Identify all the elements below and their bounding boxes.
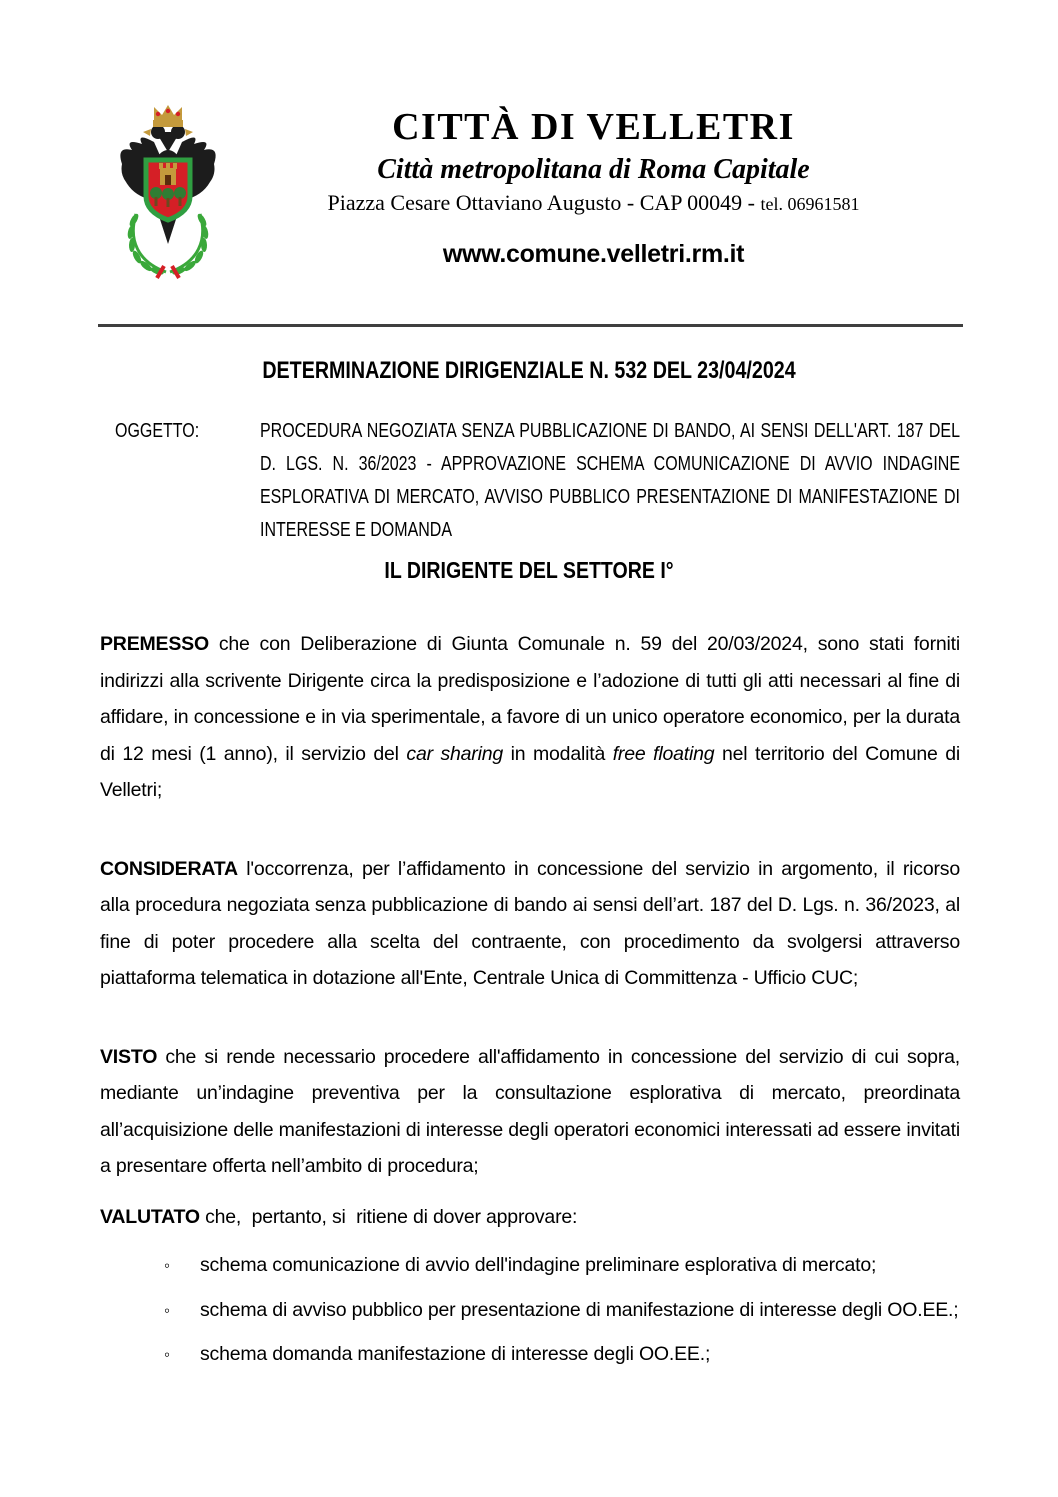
subject-label: OGGETTO: xyxy=(115,420,200,442)
bullet-list xyxy=(100,1247,960,1373)
section-heading: IL DIRIGENTE DEL SETTORE I° xyxy=(384,557,674,583)
paragraph-considerata: CONSIDERATA l'occorrenza, per l’affidamento in concessione del servizio in argomento, il ricorso alla procedura negoziata senza pubblicazione di bando ai sensi dell’art. 187 del D. Lgs. n. 36/2023, al fine di poter procedere alla scelta del contraente, con procedimento da svolgersi attraverso piattaforma telematica in dotazione all'Ente, Centrale Unica di Committenza - Ufficio CUC; xyxy=(100,857,966,989)
letterhead-text xyxy=(224,102,963,284)
phone-text: tel. 06961581 xyxy=(760,193,860,214)
document-title: DETERMINAZIONE DIRIGENZIALE N. 532 DEL 23/04/2024 xyxy=(262,357,796,384)
paragraph-valutato: VALUTATO che, pertanto, si ritiene di dover approvare: xyxy=(100,1205,578,1228)
bullet-icon: ◦ xyxy=(164,1345,170,1364)
letterhead xyxy=(0,0,1058,284)
subject-block xyxy=(115,415,1058,547)
list-item-text: schema di avviso pubblico per presentazione di manifestazione di interesse degli OO.EE.; xyxy=(200,1298,959,1321)
subject-text: PROCEDURA NEGOZIATA SENZA PUBBLICAZIONE DI BANDO, AI SENSI DELL'ART. 187 DEL D. LGS. N. 36/2023 - APPROVAZIONE SCHEMA COMUNICAZIONE DI AVVIO INDAGINE ESPLORATIVA DI MERCATO, AVVISO PUBBLICO PRESENTAZIONE DI MANIFESTAZIONE DI INTERESSE E DOMANDA xyxy=(260,420,960,541)
paragraph-premesso: PREMESSO che con Deliberazione di Giunta Comunale n. 59 del 20/03/2024, sono stati forniti indirizzi alla scrivente Dirigente circa la predisposizione e l’adozione di tutti gli atti necessari al fine di affidare, in concessione e in via sperimentale, a favore di un unico operatore economico, per la durata di 12 mesi (1 anno), il servizio del car sharing in modalità free floating nel territorio del Comune di Velletri; xyxy=(100,633,966,801)
list-item xyxy=(100,1292,960,1329)
list-item xyxy=(100,1336,960,1373)
city-subtitle: Città metropolitana di Roma Capitale xyxy=(377,153,810,185)
city-title: CITTÀ DI VELLETRI xyxy=(392,106,795,148)
bullet-icon: ◦ xyxy=(164,1256,170,1275)
bullet-icon: ◦ xyxy=(164,1300,170,1320)
list-item xyxy=(100,1247,960,1284)
paragraph-visto: VISTO che si rende necessario procedere all'affidamento in concessione del servizio di cui sopra, mediante un’indagine preventiva per la consultazione esplorativa di mercato, preordinata all’acquisizione delle manifestazioni di interesse degli operatori economici interessati ad essere invitati a presentare offerta nell’ambito di procedura; xyxy=(100,1045,966,1177)
list-item-text: schema domanda manifestazione di interesse degli OO.EE.; xyxy=(200,1343,711,1365)
website-url: www.comune.velletri.rm.it xyxy=(442,239,745,268)
coat-of-arms-logo xyxy=(112,102,224,284)
coat-of-arms-icon xyxy=(112,102,224,284)
divider-line xyxy=(98,324,963,327)
address-text: Piazza Cesare Ottaviano Augusto - CAP 00049 - xyxy=(327,189,755,215)
document-body xyxy=(100,626,966,1373)
list-item-text: schema comunicazione di avvio dell'indagine preliminare esplorativa di mercato; xyxy=(200,1254,877,1276)
city-address xyxy=(224,190,963,216)
subject-text-wrap xyxy=(260,415,960,547)
